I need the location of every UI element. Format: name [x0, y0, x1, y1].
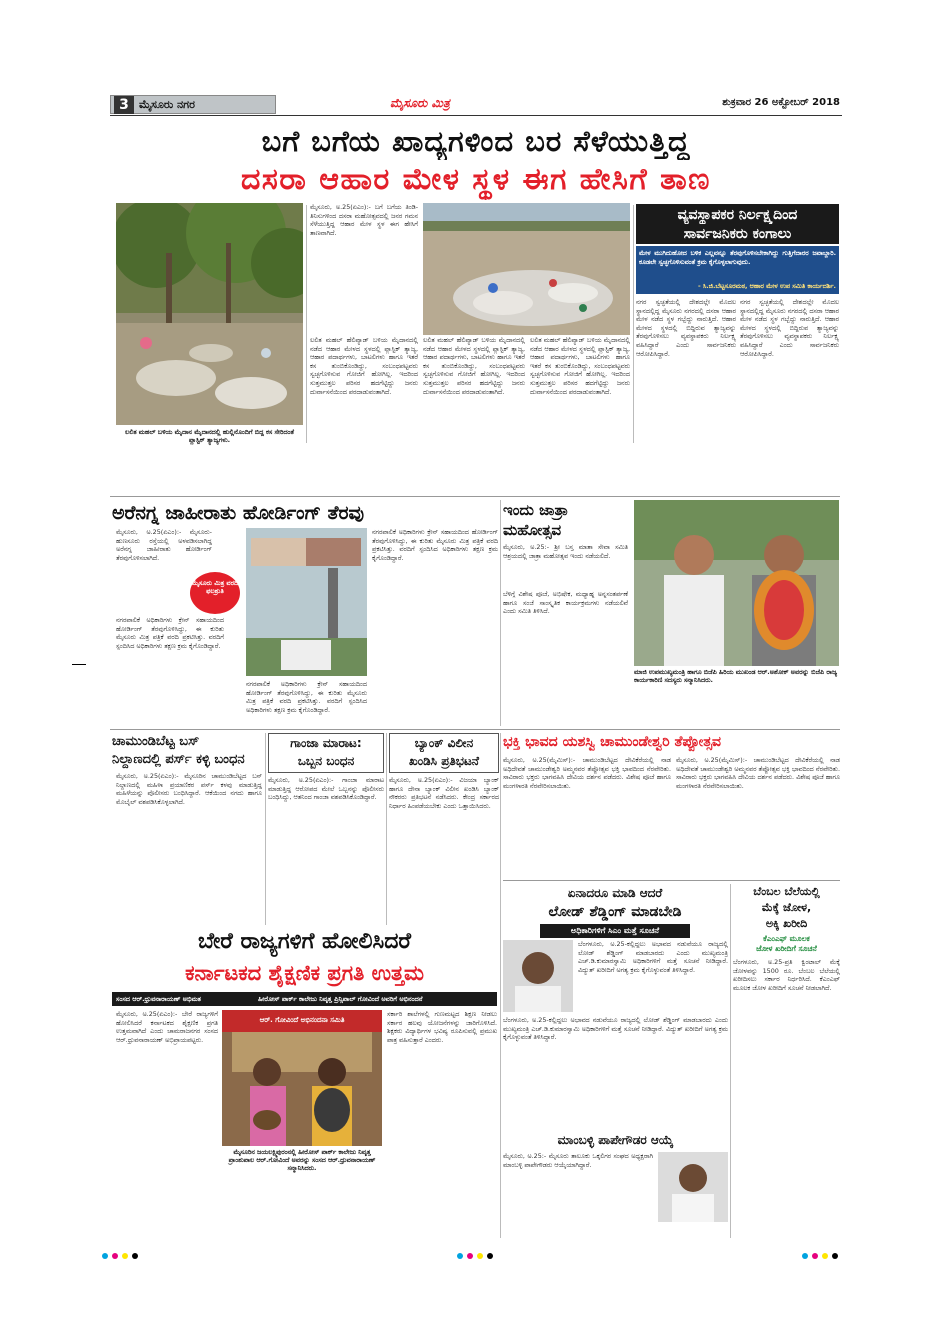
- ganja-headline-1: ಗಾಂಜಾ ಮಾರಾಟ:: [290, 736, 362, 750]
- lead-photo-garbage: [423, 203, 630, 335]
- ganja-body: ಮೈಸೂರು, ಅ.25(ಏಎಂ):- ಗಾಂಜಾ ಮಾರಾಟ ಮಾಡುತ್ತಿದ್ದ ಆರೋಪದ ಮೇಲೆ ಒಬ್ಬನನ್ನು ಪೊಲೀಸರು ಬಂಧಿಸಿದ್ದು, ಆತನಿಂದ ಗಾಂಜಾ ವಶಪಡಿಸಿಕೊಂಡಿದ್ದಾರೆ.: [268, 776, 384, 802]
- section-tab: [110, 95, 276, 114]
- jatra-headline-1: ಇಂದು ಜಾತ್ರಾ: [503, 501, 569, 519]
- sidebar-lead-body-col2: ನಗರ ಸ್ವಚ್ಛತೆಯಲ್ಲಿ ದೇಶದಲ್ಲೇ ಮೊದಲ ಸ್ಥಾನದಲ್ಲಿದ್ದ ಮೈಸೂರು ನಗರದಲ್ಲಿ ದಸರಾ ಆಹಾರ ಮೇಳ ನಡೆದ ಸ್ಥಳ ಗಬ್ಬೆದ್ದು ನಾರುತ್ತಿದೆ. ಆಹಾರ ಮೇಳದ ಸ್ಥಳದಲ್ಲಿ ಬಿದ್ದಿರುವ ತ್ಯಾಜ್ಯವನ್ನು ತೆರವುಗೊಳಿಸಲು ವ್ಯವಸ್ಥಾಪಕರು ನಿರ್ಲಕ್ಷ್ಯ ವಹಿಸಿದ್ದಾರೆ ಎಂದು ಸಾರ್ವಜನಿಕರು ಆರೋಪಿಸಿದ್ದಾರೆ.: [740, 298, 839, 358]
- chamundi-bus-body: ಮೈಸೂರು, ಅ.25(ಏಎಂ):- ಮೈಸೂರಿನ ಚಾಮುಂಡಿಬೆಟ್ಟದ ಬಸ್ ನಿಲ್ದಾಣದಲ್ಲಿ ಮಹಿಳಾ ಪ್ರಯಾಣಿಕರ ಪರ್ಸ್ ಕಳವು ಮಾಡುತ್ತಿದ್ದ ಮಹಿಳೆಯನ್ನು ಪೊಲೀಸರು ಬಂಧಿಸಿದ್ದಾರೆ. ಆಕೆಯಿಂದ ನಗದು ಹಾಗೂ ಮೊಬೈಲ್ ವಶಪಡಿಸಿಕೊಳ್ಳಲಾಗಿದೆ.: [116, 772, 262, 806]
- education-banner-text: ಆರ್. ಗೋವಿಂದೆ ಅಭಿನಂದನಾ ಸಮಿತಿ: [259, 1016, 345, 1024]
- education-photo: [222, 1010, 382, 1146]
- bhakti-headline: ಭಕ್ತಿ ಭಾವದ ಯಶಸ್ವಿ ಚಾಮುಂಡೇಶ್ವರಿ ತೆಪ್ಪೋತ್ಸವ: [503, 734, 721, 750]
- load-shedding-body-2: ಬೆಂಗಳೂರು, ಅ.25-ಕಲ್ಲಿದ್ದಲು ಅಭಾವದ ನಡುವೆಯೂ ರಾಜ್ಯದಲ್ಲಿ ಲೋಡ್ ಶೆಡ್ಡಿಂಗ್ ಮಾಡಬಾರದು ಎಂದು ಮುಖ್ಯಮಂತ್ರಿ ಎಚ್.ಡಿ.ಕುಮಾರಸ್ವಾಮಿ ಅಧಿಕಾರಿಗಳಿಗೆ ಮತ್ತೆ ಸೂಚನೆ ನೀಡಿದ್ದಾರೆ. ವಿದ್ಯುತ್ ಖರೀದಿಗೆ ಅಗತ್ಯ ಕ್ರಮ ಕೈಗೊಳ್ಳುವಂತೆ ತಿಳಿಸಿದ್ದಾರೆ.: [503, 1016, 728, 1042]
- bank-headline-2: ಖಂಡಿಸಿ ಪ್ರತಿಭಟನೆ: [409, 754, 479, 768]
- jatra-photo-caption: ಮಾಜಿ ಉಪಮುಖ್ಯಮಂತ್ರಿ ಹಾಗೂ ಬಿಜೆಪಿ ಹಿರಿಯ ಮುಖಂಡ ಆರ್.ಅಶೋಕ್ ಅವರನ್ನು ಬಿಜೆಪಿ ರಾಜ್ಯ ಕಾರ್ಯಕಾರಿಣಿ ಸದಸ್ಯರು ಸನ್ಮಾನಿಸಿದರು.: [634, 668, 838, 684]
- black-dot: [132, 1253, 138, 1259]
- belambali-headline-1: ಬೆಂಬಲ ಬೆಲೆಯಲ್ಲಿ: [753, 885, 820, 898]
- load-shedding-subhead: ಅಧಿಕಾರಿಗಳಿಗೆ ಸಿಎಂ ಮತ್ತೆ ಸೂಚನೆ: [570, 926, 660, 935]
- hoarding-headline: ಅರೆನಗ್ನ ಜಾಹೀರಾತು ಹೋರ್ಡಿಂಗ್ ತೆರವು: [112, 502, 365, 524]
- hoarding-badge: [190, 572, 240, 614]
- bank-body: ಮೈಸೂರು, ಅ.25(ಏಎಂ):- ವಿಜಯಾ ಬ್ಯಾಂಕ್ ಹಾಗೂ ದೇನಾ ಬ್ಯಾಂಕ್ ವಿಲೀನ ಖಂಡಿಸಿ ಬ್ಯಾಂಕ್ ನೌಕರರು ಪ್ರತಿಭಟನೆ ನಡೆಸಿದರು. ಕೇಂದ್ರ ಸರ್ಕಾರದ ನಿರ್ಧಾರ ಹಿಂಪಡೆಯಬೇಕು ಎಂದು ಒತ್ತಾಯಿಸಿದರು.: [389, 776, 499, 810]
- education-headline-2: ಕರ್ನಾಟಕದ ಶೈಕ್ಷಣಿಕ ಪ್ರಗತಿ ಉತ್ತಮ: [185, 961, 424, 985]
- bank-headline-1: ಬ್ಯಾಂಕ್ ವಿಲೀನ: [414, 736, 474, 750]
- page-date: ಶುಕ್ರವಾರ 26 ಅಕ್ಟೋಬರ್ 2018: [722, 97, 840, 108]
- chamundi-bus-headline-1: ಚಾಮುಂಡಿಬೆಟ್ಟ ಬಸ್: [112, 734, 200, 749]
- lead-dateline: ಮೈಸೂರು, ಅ.25(ಏಎಂ):- ಬಗೆ ಬಗೆಯ ತಿಂಡಿ-ತಿನಿಸುಗಳಿಂದ ದಸರಾ ಮಹೋತ್ಸವದಲ್ಲಿ ಜನರ ಗಮನ ಸೆಳೆಯುತ್ತಿದ್ದ ಆಹಾರ ಮೇಳ ಸ್ಥಳ ಈಗ ಹೇಸಿಗೆ ತಾಣವಾಗಿದೆ.: [310, 203, 418, 237]
- sidebar-lead-headline-2: ಸಾರ್ವಜನಿಕರು ಕಂಗಾಲು: [683, 226, 792, 242]
- magenta-dot: [467, 1253, 473, 1259]
- sidebar-lead-box-text: ಮೇಳ ಮುಗಿದುಹೋದ ಬಳಿಕ ಎಲ್ಲವನ್ನೂ ತೆರವುಗೊಳಿಸಬೇಕಾಗಿದ್ದು ಗುತ್ತಿಗೆದಾರರ ಜವಾಬ್ದಾರಿ. ಕೂಡಲೇ ಸ್ವಚ್ಛಗೊಳಿಸುವಂತೆ ಕ್ರಮ ಕೈಗೊಳ್ಳಲಾಗುವುದು.: [639, 249, 836, 266]
- jatra-dateline: ಮೈಸೂರು, ಅ.25:- ಶ್ರೀ ಬಸ್ತ ಮಾತಾ ಸೇವಾ ಸಮಿತಿ ಆಶ್ರಯದಲ್ಲಿ ಜಾತ್ರಾ ಮಹೋತ್ಸವ ಇಂದು ನಡೆಯಲಿದೆ.: [503, 543, 628, 560]
- bank-box: [389, 733, 499, 773]
- magenta-dot: [812, 1253, 818, 1259]
- hoarding-badge-text: ಮೈಸೂರು ಮಿತ್ರ ವರದಿ ಫಲಶ್ರುತಿ: [191, 579, 239, 595]
- belambali-headline-3: ಅಕ್ಕಿ ಖರೀದಿ: [765, 917, 808, 930]
- education-body-1: ಮೈಸೂರು, ಅ.25(ಏಎಂ):- ಬೇರೆ ರಾಜ್ಯಗಳಿಗೆ ಹೋಲಿಸಿದರೆ ಕರ್ನಾಟಕದ ಶೈಕ್ಷಣಿಕ ಪ್ರಗತಿ ಉತ್ತಮವಾಗಿದೆ ಎಂದು ಚಾಮರಾಜನಗರ ಸಂಸದ ಆರ್.ಧ್ರುವನಾರಾಯಣ್ ಅಭಿಪ್ರಾಯಪಟ್ಟರು.: [116, 1010, 218, 1044]
- hoarding-photo: [246, 528, 367, 676]
- lead-headline-2: ದಸರಾ ಆಹಾರ ಮೇಳ ಸ್ಥಳ ಈಗ ಹೇಸಿಗೆ ತಾಣ: [241, 162, 711, 197]
- rule: [110, 496, 840, 497]
- yellow-dot: [477, 1253, 483, 1259]
- lead-headline-1: ಬಗೆ ಬಗೆಯ ಖಾದ್ಯಗಳಿಂದ ಬರ ಸೆಳೆಯುತ್ತಿದ್ದ: [261, 124, 691, 158]
- sidebar-lead-header: [636, 204, 839, 244]
- bhakti-body-col2: ಮೈಸೂರು, ಅ.25(ಮೈಮಿಸ್):- ಚಾಮುಂಡಿಬೆಟ್ಟದ ದೇವಿಕೆರೆಯಲ್ಲಿ ನಾಡ ಅಧಿದೇವತೆ ಚಾಮುಂಡೇಶ್ವರಿ ಅಮ್ಮನವರ ತೆಪ್ಪೋತ್ಸವ ಭಕ್ತಿ ಭಾವದಿಂದ ನೆರವೇರಿತು. ಸಾವಿರಾರು ಭಕ್ತರು ಭಾಗವಹಿಸಿ ದೇವಿಯ ದರ್ಶನ ಪಡೆದರು. ವಿಶೇಷ ಪೂಜೆ ಹಾಗೂ ಮಂಗಳಾರತಿ ನೆರವೇರಿಸಲಾಯಿತು.: [676, 756, 840, 790]
- lead-body-col1: ಲಲಿತ ಮಹಲ್ ಹೆಲಿಪ್ಯಾಡ್ ಬಳಿಯ ಮೈದಾನದಲ್ಲಿ ನಡೆದ ಆಹಾರ ಮೇಳದ ಸ್ಥಳದಲ್ಲಿ ಪ್ಲಾಸ್ಟಿಕ್ ತ್ಯಾಜ್ಯ, ಆಹಾರ ಪದಾರ್ಥಗಳು, ಬಾಟಲಿಗಳು ಹಾಗೂ ಇತರೆ ಕಸ ತುಂಬಿಕೊಂಡಿದ್ದು, ಸಂಬಂಧಪಟ್ಟವರು ಸ್ವಚ್ಛಗೊಳಿಸುವ ಗೋಜಿಗೆ ಹೋಗಿಲ್ಲ. ಇದರಿಂದ ಸುತ್ತಮುತ್ತಲ ಪರಿಸರ ಹದಗೆಟ್ಟಿದ್ದು ಜನರು ದುರ್ವಾಸನೆಯಿಂದ ಪರದಾಡುವಂತಾಗಿದೆ.: [310, 336, 418, 396]
- education-photo-caption: ಮೈಸೂರಿನ ಜಯಲಕ್ಷ್ಮಿಪುರಂನಲ್ಲಿ ಹೀರೋಸ್ ಪಾರ್ಕ್ ಕಾಲೇಜು ನಿವೃತ್ತ ಪ್ರಾಂಶುಪಾಲ ಆರ್.ಗೋವಿಂದೆ ಅವರನ್ನು ಸಂಸದ ಆರ್.ಧ್ರುವನಾರಾಯಣ್ ಸನ್ಮಾನಿಸಿದರು.: [228, 1148, 376, 1172]
- column-rule: [633, 205, 634, 443]
- section-name: ಮೈಸೂರು ನಗರ: [139, 98, 195, 111]
- yellow-dot: [122, 1253, 128, 1259]
- black-dot: [832, 1253, 838, 1259]
- page-number: 3: [114, 96, 134, 114]
- hoarding-body-col2: ನಗರಪಾಲಿಕೆ ಅಧಿಕಾರಿಗಳು ಕ್ರೇನ್ ಸಹಾಯದಿಂದ ಹೋರ್ಡಿಂಗ್ ತೆರವುಗೊಳಿಸಿದ್ದು, ಈ ಕುರಿತು ಮೈಸೂರು ಮಿತ್ರ ಪತ್ರಿಕೆ ವರದಿ ಪ್ರಕಟಿಸಿತ್ತು. ವರದಿಗೆ ಸ್ಪಂದಿಸಿದ ಅಧಿಕಾರಿಗಳು ತಕ್ಷಣ ಕ್ರಮ ಕೈಗೊಂಡಿದ್ದಾರೆ.: [246, 680, 367, 714]
- load-shedding-body-1: ಬೆಂಗಳೂರು, ಅ.25-ಕಲ್ಲಿದ್ದಲು ಅಭಾವದ ನಡುವೆಯೂ ರಾಜ್ಯದಲ್ಲಿ ಲೋಡ್ ಶೆಡ್ಡಿಂಗ್ ಮಾಡಬಾರದು ಎಂದು ಮುಖ್ಯಮಂತ್ರಿ ಎಚ್.ಡಿ.ಕುಮಾರಸ್ವಾಮಿ ಅಧಿಕಾರಿಗಳಿಗೆ ಮತ್ತೆ ಸೂಚನೆ ನೀಡಿದ್ದಾರೆ. ವಿದ್ಯುತ್ ಖರೀದಿಗೆ ಅಗತ್ಯ ಕ್ರಮ ಕೈಗೊಳ್ಳುವಂತೆ ತಿಳಿಸಿದ್ದಾರೆ.: [578, 940, 728, 974]
- print-marks-right: [800, 1244, 840, 1263]
- belambali-body: ಬೆಂಗಳೂರು, ಅ.25-ಪ್ರತಿ ಕ್ವಿಂಟಾಲ್ ಮೆಕ್ಕೆ ಜೋಳವನ್ನು 1500 ರೂ. ಬೆಂಬಲ ಬೆಲೆಯಲ್ಲಿ ಖರೀದಿಸಲು ಸರ್ಕಾರ ನಿರ್ಧರಿಸಿದೆ. ಕೆಎಂಎಫ್ ಮೂಲಕ ಜೋಳ ಖರೀದಿಗೆ ಸೂಚನೆ ನೀಡಲಾಗಿದೆ.: [733, 958, 840, 992]
- chamundi-bus-headline-2: ನಿಲ್ದಾಣದಲ್ಲಿ ಪರ್ಸ್ ಕಳ್ಳಿ ಬಂಧನ: [112, 752, 245, 767]
- jatra-body: ಬೆಳಿಗ್ಗೆ ವಿಶೇಷ ಪೂಜೆ, ಅಭಿಷೇಕ, ಮಧ್ಯಾಹ್ನ ಅನ್ನಸಂತರ್ಪಣೆ ಹಾಗೂ ಸಂಜೆ ಸಾಂಸ್ಕೃತಿಕ ಕಾರ್ಯಕ್ರಮಗಳು ನಡೆಯಲಿವೆ ಎಂದು ಸಮಿತಿ ತಿಳಿಸಿದೆ.: [503, 590, 628, 616]
- load-shedding-headline-1: ಏನಾದರೂ ಮಾಡಿ ಆದರೆ: [567, 886, 663, 900]
- sidebar-lead-body-col1: ನಗರ ಸ್ವಚ್ಛತೆಯಲ್ಲಿ ದೇಶದಲ್ಲೇ ಮೊದಲ ಸ್ಥಾನದಲ್ಲಿದ್ದ ಮೈಸೂರು ನಗರದಲ್ಲಿ ದಸರಾ ಆಹಾರ ಮೇಳ ನಡೆದ ಸ್ಥಳ ಗಬ್ಬೆದ್ದು ನಾರುತ್ತಿದೆ. ಆಹಾರ ಮೇಳದ ಸ್ಥಳದಲ್ಲಿ ಬಿದ್ದಿರುವ ತ್ಯಾಜ್ಯವನ್ನು ತೆರವುಗೊಳಿಸಲು ವ್ಯವಸ್ಥಾಪಕರು ನಿರ್ಲಕ್ಷ್ಯ ವಹಿಸಿದ್ದಾರೆ ಎಂದು ಸಾರ್ವಜನಿಕರು ಆರೋಪಿಸಿದ್ದಾರೆ.: [636, 298, 736, 358]
- column-rule: [500, 733, 501, 1238]
- column-rule: [306, 205, 307, 443]
- column-rule: [265, 733, 266, 925]
- sidebar-lead-quote-by: - ಸಿ.ಜಿ.ಬೆಟ್ಟಸೂರಮಠ, ಆಹಾರ ಮೇಳ ಉಪ ಸಮಿತಿ ಕಾರ್ಯದರ್ಶಿ.: [697, 282, 836, 290]
- cm-portrait: [503, 940, 573, 1012]
- magenta-dot: [112, 1253, 118, 1259]
- rule: [110, 729, 840, 730]
- belambali-subhead: [733, 934, 840, 956]
- load-shedding-headline-2: ಲೋಡ್ ಶೆಡ್ಡಿಂಗ್ ಮಾಡಬೇಡಿ: [548, 904, 682, 920]
- black-dot: [487, 1253, 493, 1259]
- column-rule: [386, 733, 387, 925]
- obituary-body: ಮೈಸೂರು, ಅ.25:- ಮೈಸೂರು ತಾಲೂಕು ಒಕ್ಕಲಿಗರ ಸಂಘದ ಅಧ್ಯಕ್ಷರಾಗಿ ಮಾಂಬಳ್ಳಿ ಪಾಪೇಗೌಡರು ಆಯ್ಕೆಯಾಗಿದ್ದಾರೆ.: [503, 1152, 653, 1169]
- print-marks-center: [455, 1244, 495, 1263]
- lead-photo-caption: ಲಲಿತ ಮಹಲ್ ಬಳಿಯ ಮೈದಾನ ಮೈದಾನದಲ್ಲಿ ಹುಲ್ಲಿನೊಂದಿಗೆ ಬಿದ್ದ ಕಸ ಸೇರಿದಂತೆ ಪ್ಲಾಸ್ಟಿಕ್ ತ್ಯಾಜ್ಯಗಳು.: [124, 428, 294, 444]
- load-shedding-subhead-box: [540, 924, 690, 938]
- bhakti-body-col1: ಮೈಸೂರು, ಅ.25(ಮೈಮಿಸ್):- ಚಾಮುಂಡಿಬೆಟ್ಟದ ದೇವಿಕೆರೆಯಲ್ಲಿ ನಾಡ ಅಧಿದೇವತೆ ಚಾಮುಂಡೇಶ್ವರಿ ಅಮ್ಮನವರ ತೆಪ್ಪೋತ್ಸವ ಭಕ್ತಿ ಭಾವದಿಂದ ನೆರವೇರಿತು. ಸಾವಿರಾರು ಭಕ್ತರು ಭಾಗವಹಿಸಿ ದೇವಿಯ ದರ್ಶನ ಪಡೆದರು. ವಿಶೇಷ ಪೂಜೆ ಹಾಗೂ ಮಂಗಳಾರತಿ ನೆರವೇರಿಸಲಾಯಿತು.: [503, 756, 671, 790]
- belambali-subhead-1: ಕೆಎಂಎಫ್ ಮೂಲಕ: [763, 934, 810, 943]
- education-body-2: ಸರ್ಕಾರಿ ಶಾಲೆಗಳಲ್ಲಿ ಗುಣಮಟ್ಟದ ಶಿಕ್ಷಣ ನೀಡಲು ಸರ್ಕಾರ ಹಲವು ಯೋಜನೆಗಳನ್ನು ಜಾರಿಗೊಳಿಸಿದೆ. ಶಿಕ್ಷಕರು ವಿದ್ಯಾರ್ಥಿಗಳ ಭವಿಷ್ಯ ರೂಪಿಸುವಲ್ಲಿ ಪ್ರಮುಖ ಪಾತ್ರ ವಹಿಸುತ್ತಾರೆ ಎಂದರು.: [387, 1010, 497, 1044]
- lead-photo-trees: [116, 203, 303, 425]
- lead-body-col3: ಲಲಿತ ಮಹಲ್ ಹೆಲಿಪ್ಯಾಡ್ ಬಳಿಯ ಮೈದಾನದಲ್ಲಿ ನಡೆದ ಆಹಾರ ಮೇಳದ ಸ್ಥಳದಲ್ಲಿ ಪ್ಲಾಸ್ಟಿಕ್ ತ್ಯಾಜ್ಯ, ಆಹಾರ ಪದಾರ್ಥಗಳು, ಬಾಟಲಿಗಳು ಹಾಗೂ ಇತರೆ ಕಸ ತುಂಬಿಕೊಂಡಿದ್ದು, ಸಂಬಂಧಪಟ್ಟವರು ಸ್ವಚ್ಛಗೊಳಿಸುವ ಗೋಜಿಗೆ ಹೋಗಿಲ್ಲ. ಇದರಿಂದ ಸುತ್ತಮುತ್ತಲ ಪರಿಸರ ಹದಗೆಟ್ಟಿದ್ದು ಜನರು ದುರ್ವಾಸನೆಯಿಂದ ಪರದಾಡುವಂತಾಗಿದೆ.: [530, 336, 630, 396]
- belambali-subhead-2: ಜೋಳ ಖರೀದಿಗೆ ಸೂಚನೆ: [756, 944, 817, 953]
- column-rule: [730, 884, 731, 1238]
- ganja-box: [268, 733, 384, 773]
- yellow-dot: [822, 1253, 828, 1259]
- lead-body-col2: ಲಲಿತ ಮಹಲ್ ಹೆಲಿಪ್ಯಾಡ್ ಬಳಿಯ ಮೈದಾನದಲ್ಲಿ ನಡೆದ ಆಹಾರ ಮೇಳದ ಸ್ಥಳದಲ್ಲಿ ಪ್ಲಾಸ್ಟಿಕ್ ತ್ಯಾಜ್ಯ, ಆಹಾರ ಪದಾರ್ಥಗಳು, ಬಾಟಲಿಗಳು ಹಾಗೂ ಇತರೆ ಕಸ ತುಂಬಿಕೊಂಡಿದ್ದು, ಸಂಬಂಧಪಟ್ಟವರು ಸ್ವಚ್ಛಗೊಳಿಸುವ ಗೋಜಿಗೆ ಹೋಗಿಲ್ಲ. ಇದರಿಂದ ಸುತ್ತಮುತ್ತಲ ಪರಿಸರ ಹದಗೆಟ್ಟಿದ್ದು ಜನರು ದುರ್ವಾಸನೆಯಿಂದ ಪರದಾಡುವಂತಾಗಿದೆ.: [423, 336, 525, 396]
- belambali-headline-2: ಮೆಕ್ಕೆ ಜೋಳ,: [761, 901, 812, 914]
- jatra-photo: [634, 500, 839, 666]
- cyan-dot: [102, 1253, 108, 1259]
- cyan-dot: [802, 1253, 808, 1259]
- masthead: [110, 94, 842, 116]
- paper-name: ಮೈಸೂರು ಮಿತ್ರ: [390, 96, 450, 110]
- hoarding-body-col1: ನಗರಪಾಲಿಕೆ ಅಧಿಕಾರಿಗಳು ಕ್ರೇನ್ ಸಹಾಯದಿಂದ ಹೋರ್ಡಿಂಗ್ ತೆರವುಗೊಳಿಸಿದ್ದು, ಈ ಕುರಿತು ಮೈಸೂರು ಮಿತ್ರ ಪತ್ರಿಕೆ ವರದಿ ಪ್ರಕಟಿಸಿತ್ತು. ವರದಿಗೆ ಸ್ಪಂದಿಸಿದ ಅಧಿಕಾರಿಗಳು ತಕ್ಷಣ ಕ್ರಮ ಕೈಗೊಂಡಿದ್ದಾರೆ.: [116, 616, 224, 650]
- education-strap-2: ಹೀರೋಸ್ ಪಾರ್ಕ್ ಕಾಲೇಜು ನಿವೃತ್ತ ಪ್ರಿನ್ಸಿಪಾಲ್ ಗೋವಿಂದೆ ಅವರಿಗೆ ಅಭಿನಂದನೆ: [258, 995, 423, 1003]
- hoarding-body-col3: ನಗರಪಾಲಿಕೆ ಅಧಿಕಾರಿಗಳು ಕ್ರೇನ್ ಸಹಾಯದಿಂದ ಹೋರ್ಡಿಂಗ್ ತೆರವುಗೊಳಿಸಿದ್ದು, ಈ ಕುರಿತು ಮೈಸೂರು ಮಿತ್ರ ಪತ್ರಿಕೆ ವರದಿ ಪ್ರಕಟಿಸಿತ್ತು. ವರದಿಗೆ ಸ್ಪಂದಿಸಿದ ಅಧಿಕಾರಿಗಳು ತಕ್ಷಣ ಕ್ರಮ ಕೈಗೊಂಡಿದ್ದಾರೆ.: [372, 528, 498, 562]
- sidebar-lead-headline-1: ವ್ಯವಸ್ಥಾಪಕರ ನಿರ್ಲಕ್ಷ್ಯದಿಂದ: [677, 207, 798, 223]
- print-marks-left: [100, 1244, 140, 1263]
- cyan-dot: [457, 1253, 463, 1259]
- column-rule: [500, 500, 501, 726]
- sidebar-lead-box: [636, 246, 839, 294]
- jatra-headline-2: ಮಹೋತ್ಸವ: [503, 521, 562, 539]
- obituary-headline: ಮಾಂಬಳ್ಳಿ ಪಾಪೇಗೌಡರ ಆಯ್ಕೆ: [557, 1133, 674, 1147]
- left-crop-mark: [72, 664, 86, 665]
- education-strap: [112, 992, 497, 1006]
- education-strap-1: ಸಂಸದ ಆರ್.ಧ್ರುವನಾರಾಯಣ್ ಅಭಿಮತ: [116, 995, 201, 1003]
- education-headline-1: ಬೇರೆ ರಾಜ್ಯಗಳಿಗೆ ಹೋಲಿಸಿದರೆ: [198, 929, 411, 954]
- hoarding-dateline: ಮೈಸೂರು, ಅ.25(ಏಎಂ):- ಮೈಸೂರು-ಹುಣಸೂರು ರಸ್ತೆಯಲ್ಲಿ ಅಳವಡಿಸಲಾಗಿದ್ದ ಅರೆನಗ್ನ ಜಾಹೀರಾತು ಹೋರ್ಡಿಂಗ್ ತೆರವುಗೊಳಿಸಲಾಗಿದೆ.: [116, 528, 212, 562]
- obituary-portrait: [658, 1152, 728, 1222]
- ganja-headline-2: ಒಬ್ಬನ ಬಂಧನ: [297, 754, 355, 768]
- rule: [503, 880, 840, 881]
